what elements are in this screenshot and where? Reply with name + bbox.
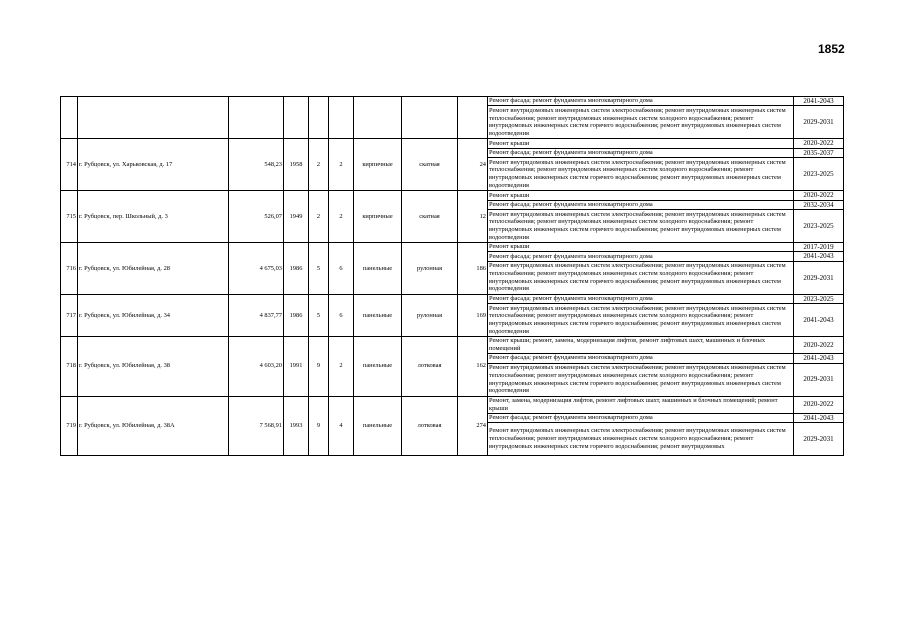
address-cell: г. Рубцовск, ул. Юбилейная, д. 38 <box>78 337 229 396</box>
row-number <box>61 97 78 139</box>
entrances-cell: 6 <box>329 242 354 294</box>
work-description-cell: Ремонт внутридомовых инженерных систем электроснабжения; ремонт внутридомовых инженерных систем теплоснабжения; ремонт внутридомовых инженерных систем холодного водоснабжения; ремонт внутридомовых инженерных систем горячего водоснабжения; ремонт внутридомовых инженерных систем водоотведения <box>488 158 794 191</box>
table-row <box>61 139 844 148</box>
roof-type-cell <box>402 97 458 139</box>
work-period-cell: 2029-2031 <box>794 261 844 294</box>
roof-type-cell: скатная <box>402 191 458 243</box>
floors-cell: 5 <box>309 242 329 294</box>
work-description-cell: Ремонт внутридомовых инженерных систем электроснабжения; ремонт внутридомовых инженерных систем теплоснабжения; ремонт внутридомовых инженерных систем холодного водоснабжения; ремонт внутридомовых инженерных систем горячего водоснабжения; ремонт внутридомовых инженерных систем водоотведения <box>488 106 794 139</box>
work-period-cell: 2020-2022 <box>794 337 844 354</box>
work-description-cell: Ремонт внутридомовых инженерных систем электроснабжения; ремонт внутридомовых инженерных систем теплоснабжения; ремонт внутридомовых инженерных систем холодного водоснабжения; ремонт внутридомовых инженерных систем горячего водоснабжения; ремонт внутридомовых инженерных систем водоотведения <box>488 363 794 396</box>
entrances-cell <box>329 97 354 139</box>
year-cell: 1993 <box>284 396 309 455</box>
year-cell: 1986 <box>284 242 309 294</box>
entrances-cell: 4 <box>329 396 354 455</box>
residents-cell: 274 <box>458 396 488 455</box>
wall-material-cell: кирпичные <box>354 191 402 243</box>
area-cell: 526,07 <box>229 191 284 243</box>
page-number: 1852 <box>818 42 845 56</box>
work-description-cell: Ремонт фасада; ремонт фундамента многоквартирного дома <box>488 97 794 106</box>
work-period-cell: 2017-2019 <box>794 242 844 251</box>
work-period-cell: 2032-2034 <box>794 200 844 209</box>
work-period-cell: 2029-2031 <box>794 106 844 139</box>
work-period-cell: 2020-2022 <box>794 396 844 413</box>
work-description-cell: Ремонт фасада; ремонт фундамента многоквартирного дома <box>488 200 794 209</box>
work-description-cell: Ремонт внутридомовых инженерных систем электроснабжения; ремонт внутридомовых инженерных систем теплоснабжения; ремонт внутридомовых инженерных систем холодного водоснабжения; ремонт внутридомовых инженерных систем горячего водоснабжения; ремонт внутридомовых инженерных систем водоотведения <box>488 261 794 294</box>
row-number: 718 <box>61 337 78 396</box>
floors-cell: 5 <box>309 294 329 336</box>
work-period-cell: 2041-2043 <box>794 252 844 261</box>
roof-type-cell: рулонная <box>402 242 458 294</box>
work-description-cell: Ремонт, замена, модернизация лифтов, ремонт лифтовых шахт, машинных и блочных помещений; ремонт крыши <box>488 396 794 413</box>
work-description-cell: Ремонт фасада; ремонт фундамента многоквартирного дома <box>488 252 794 261</box>
area-cell: 4 603,20 <box>229 337 284 396</box>
area-cell: 7 568,91 <box>229 396 284 455</box>
work-period-cell: 2020-2022 <box>794 139 844 148</box>
wall-material-cell: кирпичные <box>354 139 402 191</box>
row-number: 715 <box>61 191 78 243</box>
floors-cell: 9 <box>309 337 329 396</box>
table-row <box>61 396 844 413</box>
work-description-cell: Ремонт крыши <box>488 139 794 148</box>
work-period-cell: 2041-2043 <box>794 97 844 106</box>
work-period-cell: 2023-2025 <box>794 294 844 303</box>
floors-cell: 2 <box>309 139 329 191</box>
work-period-cell: 2041-2043 <box>794 304 844 337</box>
work-description-cell: Ремонт фасада; ремонт фундамента многоквартирного дома <box>488 413 794 422</box>
address-cell: г. Рубцовск, ул. Юбилейная, д. 28 <box>78 242 229 294</box>
work-period-cell: 2041-2043 <box>794 413 844 422</box>
year-cell: 1991 <box>284 337 309 396</box>
table-row <box>61 242 844 251</box>
address-cell: г. Рубцовск, ул. Харьковская, д. 17 <box>78 139 229 191</box>
row-number: 716 <box>61 242 78 294</box>
wall-material-cell <box>354 97 402 139</box>
wall-material-cell: панельные <box>354 337 402 396</box>
table-row <box>61 337 844 354</box>
row-number: 719 <box>61 396 78 455</box>
work-description-cell: Ремонт внутридомовых инженерных систем электроснабжения; ремонт внутридомовых инженерных систем теплоснабжения; ремонт внутридомовых инженерных систем холодного водоснабжения; ремонт внутридомовых инженерных систем горячего водоснабжения; ремонт внутридомовых <box>488 422 794 455</box>
table-row <box>61 97 844 106</box>
area-cell: 4 675,03 <box>229 242 284 294</box>
work-period-cell: 2023-2025 <box>794 158 844 191</box>
work-description-cell: Ремонт крыши <box>488 242 794 251</box>
residents-cell: 162 <box>458 337 488 396</box>
wall-material-cell: панельные <box>354 242 402 294</box>
work-description-cell: Ремонт крыши <box>488 191 794 200</box>
work-period-cell: 2029-2031 <box>794 363 844 396</box>
address-cell <box>78 97 229 139</box>
residents-cell: 24 <box>458 139 488 191</box>
roof-type-cell: лотковая <box>402 337 458 396</box>
work-description-cell: Ремонт внутридомовых инженерных систем электроснабжения; ремонт внутридомовых инженерных систем теплоснабжения; ремонт внутридомовых инженерных систем холодного водоснабжения; ремонт внутридомовых инженерных систем горячего водоснабжения; ремонт внутридомовых инженерных систем водоотведения <box>488 304 794 337</box>
floors-cell: 2 <box>309 191 329 243</box>
residents-cell: 169 <box>458 294 488 336</box>
work-description-cell: Ремонт внутридомовых инженерных систем электроснабжения; ремонт внутридомовых инженерных систем теплоснабжения; ремонт внутридомовых инженерных систем холодного водоснабжения; ремонт внутридомовых инженерных систем горячего водоснабжения; ремонт внутридомовых инженерных систем водоотведения <box>488 209 794 242</box>
floors-cell <box>309 97 329 139</box>
residents-cell <box>458 97 488 139</box>
year-cell: 1958 <box>284 139 309 191</box>
row-number: 714 <box>61 139 78 191</box>
area-cell: 4 837,77 <box>229 294 284 336</box>
row-number: 717 <box>61 294 78 336</box>
residents-cell: 186 <box>458 242 488 294</box>
roof-type-cell: рулонная <box>402 294 458 336</box>
work-period-cell: 2041-2043 <box>794 354 844 363</box>
work-period-cell: 2029-2031 <box>794 422 844 455</box>
work-description-cell: Ремонт фасада; ремонт фундамента многоквартирного дома <box>488 148 794 157</box>
work-period-cell: 2035-2037 <box>794 148 844 157</box>
work-description-cell: Ремонт фасада; ремонт фундамента многоквартирного дома <box>488 294 794 303</box>
area-cell: 548,23 <box>229 139 284 191</box>
wall-material-cell: панельные <box>354 396 402 455</box>
residents-cell: 12 <box>458 191 488 243</box>
wall-material-cell: панельные <box>354 294 402 336</box>
entrances-cell: 6 <box>329 294 354 336</box>
work-period-cell: 2020-2022 <box>794 191 844 200</box>
area-cell <box>229 97 284 139</box>
work-period-cell: 2023-2025 <box>794 209 844 242</box>
entrances-cell: 2 <box>329 337 354 396</box>
work-description-cell: Ремонт фасада; ремонт фундамента многоквартирного дома <box>488 354 794 363</box>
table-row <box>61 294 844 303</box>
entrances-cell: 2 <box>329 139 354 191</box>
floors-cell: 9 <box>309 396 329 455</box>
address-cell: г. Рубцовск, ул. Юбилейная, д. 34 <box>78 294 229 336</box>
registry-table <box>60 96 844 456</box>
year-cell: 1986 <box>284 294 309 336</box>
address-cell: г. Рубцовск, пер. Школьный, д. 3 <box>78 191 229 243</box>
roof-type-cell: лотковая <box>402 396 458 455</box>
work-description-cell: Ремонт крыши; ремонт, замена, модернизация лифтов, ремонт лифтовых шахт, машинных и блочных помещений <box>488 337 794 354</box>
year-cell: 1949 <box>284 191 309 243</box>
roof-type-cell: скатная <box>402 139 458 191</box>
address-cell: г. Рубцовск, ул. Юбилейная, д. 38А <box>78 396 229 455</box>
entrances-cell: 2 <box>329 191 354 243</box>
year-cell <box>284 97 309 139</box>
table-row <box>61 191 844 200</box>
